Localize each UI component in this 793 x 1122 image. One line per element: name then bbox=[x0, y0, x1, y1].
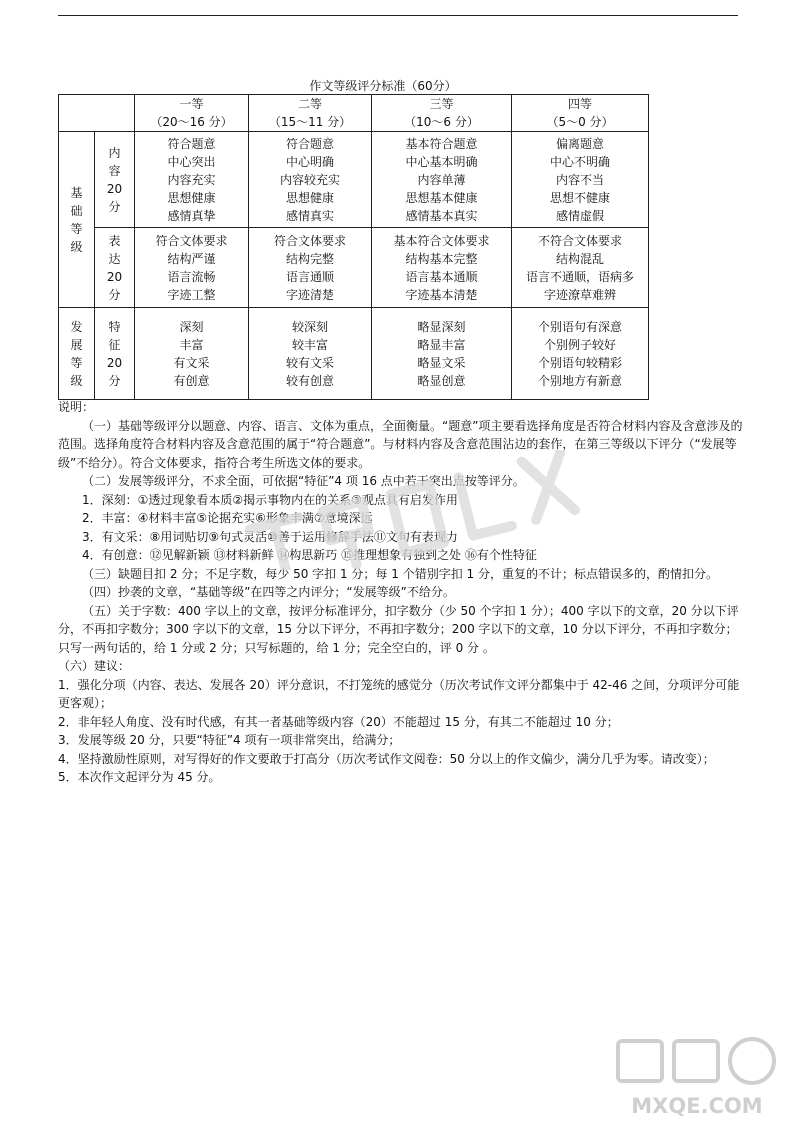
note-paragraph: （一）基础等级评分以题意、内容、语言、文体为重点，全面衡量。“题意”项主要看选择角度是否符合材料内容及含意涉及的范围。选择角度符合材料内容及含意范围的属于“符合题意”。与材料内容及含意范围沾边的套作，在第三等级以下评分（“发展等级”不给分）。符合文体要求，指符合考生所选文体的要求。 bbox=[58, 418, 743, 470]
note-paragraph: 5．本次作文起评分为 45 分。 bbox=[58, 770, 221, 784]
feature-cell-grade-4: 个别语句有深意 个别例子较好 个别语句较精彩 个别地方有新意 bbox=[512, 308, 649, 400]
site-logo bbox=[612, 1035, 782, 1120]
content-cell-grade-1: 符合题意 中心突出 内容充实 思想健康 感情真挚 bbox=[135, 132, 249, 228]
basic-level-label: 基 础 等 级 bbox=[59, 132, 95, 308]
content-cell-grade-4: 偏离题意 中心不明确 内容不当 思想不健康 感情虚假 bbox=[512, 132, 649, 228]
note-paragraph: 2．丰富：④材料丰富⑤论据充实⑥形象丰满⑦意境深远 bbox=[82, 511, 373, 525]
expression-cell-grade-2: 符合文体要求 结构完整 语言通顺 字迹清楚 bbox=[249, 228, 372, 308]
note-paragraph: （六）建议： bbox=[58, 659, 131, 673]
feature-label: 特 征 20 分 bbox=[95, 308, 135, 400]
header-grade-3: 三等 （10～6 分） bbox=[372, 95, 512, 132]
note-paragraph: （三）缺题目扣 2 分；不足字数，每少 50 字扣 1 分；每 1 个错别字扣 1 分，重复的不计；标点错误多的，酌情扣分。 bbox=[82, 566, 718, 581]
note-paragraph: 说明： bbox=[58, 400, 95, 414]
note-paragraph: 3．发展等级 20 分，只要“特征”4 项有一项非常突出，给满分； bbox=[58, 733, 401, 747]
table-caption: 作文等级评分标准（60分） bbox=[309, 79, 457, 93]
expression-cell-grade-4: 不符合文体要求 结构混乱 语言不通顺，语病多 字迹潦草难辨 bbox=[512, 228, 649, 308]
note-paragraph: 1．深刻：①透过现象看本质②揭示事物内在的关系③观点具有启发作用 bbox=[82, 492, 458, 507]
header-grade-4: 四等 （5～0 分） bbox=[512, 95, 649, 132]
feature-cell-grade-2: 较深刻 较丰富 较有文采 较有创意 bbox=[249, 308, 372, 400]
content-cell-grade-3: 基本符合题意 中心基本明确 内容单薄 思想基本健康 感情基本真实 bbox=[372, 132, 512, 228]
top-rule bbox=[58, 15, 738, 16]
table-header-row bbox=[59, 95, 649, 132]
feature-cell-grade-3: 略显深刻 略显丰富 略显文采 略显创意 bbox=[372, 308, 512, 400]
expression-label: 表 达 20 分 bbox=[95, 228, 135, 308]
expression-row bbox=[59, 228, 649, 308]
header-grade-1: 一等 （20～16 分） bbox=[135, 95, 249, 132]
note-paragraph: 4．有创意：⑫见解新颖 ⑬材料新鲜 ⑭构思新巧 ⑮推理想象有独到之处 ⑯有个性特征 bbox=[82, 548, 537, 562]
feature-row bbox=[59, 308, 649, 400]
note-paragraph: 3．有文采：⑧用词贴切⑨句式灵活⑩善于运用修辞手法⑪文句有表现力 bbox=[82, 529, 458, 544]
expression-cell-grade-1: 符合文体要求 结构严谨 语言流畅 字迹工整 bbox=[135, 228, 249, 308]
header-empty-cell bbox=[59, 95, 135, 132]
content-cell-grade-2: 符合题意 中心明确 内容较充实 思想健康 感情真实 bbox=[249, 132, 372, 228]
development-level-label: 发 展 等 级 bbox=[59, 308, 95, 400]
logo-domain-text: MXQE.COM bbox=[631, 1094, 763, 1118]
header-grade-2: 二等 （15～11 分） bbox=[249, 95, 372, 132]
content-row bbox=[59, 132, 649, 228]
note-paragraph: （二）发展等级评分，不求全面，可依据“特征”4 项 16 点中若干突出点按等评分。 bbox=[82, 474, 525, 488]
feature-cell-grade-1: 深刻 丰富 有文采 有创意 bbox=[135, 308, 249, 400]
note-paragraph: （五）关于字数：400 字以上的文章，按评分标准评分，扣字数分（少 50 个字扣 1 分）；400 字以下的文章，20 分以下评分，不再扣字数分；300 字以下的文章，15 分以下评分，不再扣字数分；200 字以下的文章，10 分以下评分，不再扣字数分；只写一两句话的，给 1 分或 2 分；只写标题的，给 1 分；完全空白的，评 0 分 。 bbox=[58, 603, 739, 655]
notes-section bbox=[58, 398, 748, 787]
expression-cell-grade-3: 基本符合文体要求 结构基本完整 语言基本通顺 字迹基本清楚 bbox=[372, 228, 512, 308]
note-paragraph: （四）抄袭的文章，“基础等级”在四等之内评分；“发展等级”不给分。 bbox=[82, 585, 455, 599]
content-label: 内 容 20 分 bbox=[95, 132, 135, 228]
grading-table bbox=[58, 94, 649, 400]
note-paragraph: 2．非年轻人角度、没有时代感，有其一者基础等级内容（20）不能超过 15 分，有其二不能超过 10 分； bbox=[58, 714, 619, 729]
note-paragraph: 4．坚持激励性原则，对写得好的作文要敢于打高分（历次考试作文阅卷：50 分以上的作文偏少，满分几乎为零。请改变）； bbox=[58, 751, 715, 766]
note-paragraph: 1．强化分项（内容、表达、发展各 20）评分意识，不打笼统的感觉分（历次考试作文评分都集中于 42-46 之间，分项评分可能更客观）； bbox=[58, 677, 740, 710]
